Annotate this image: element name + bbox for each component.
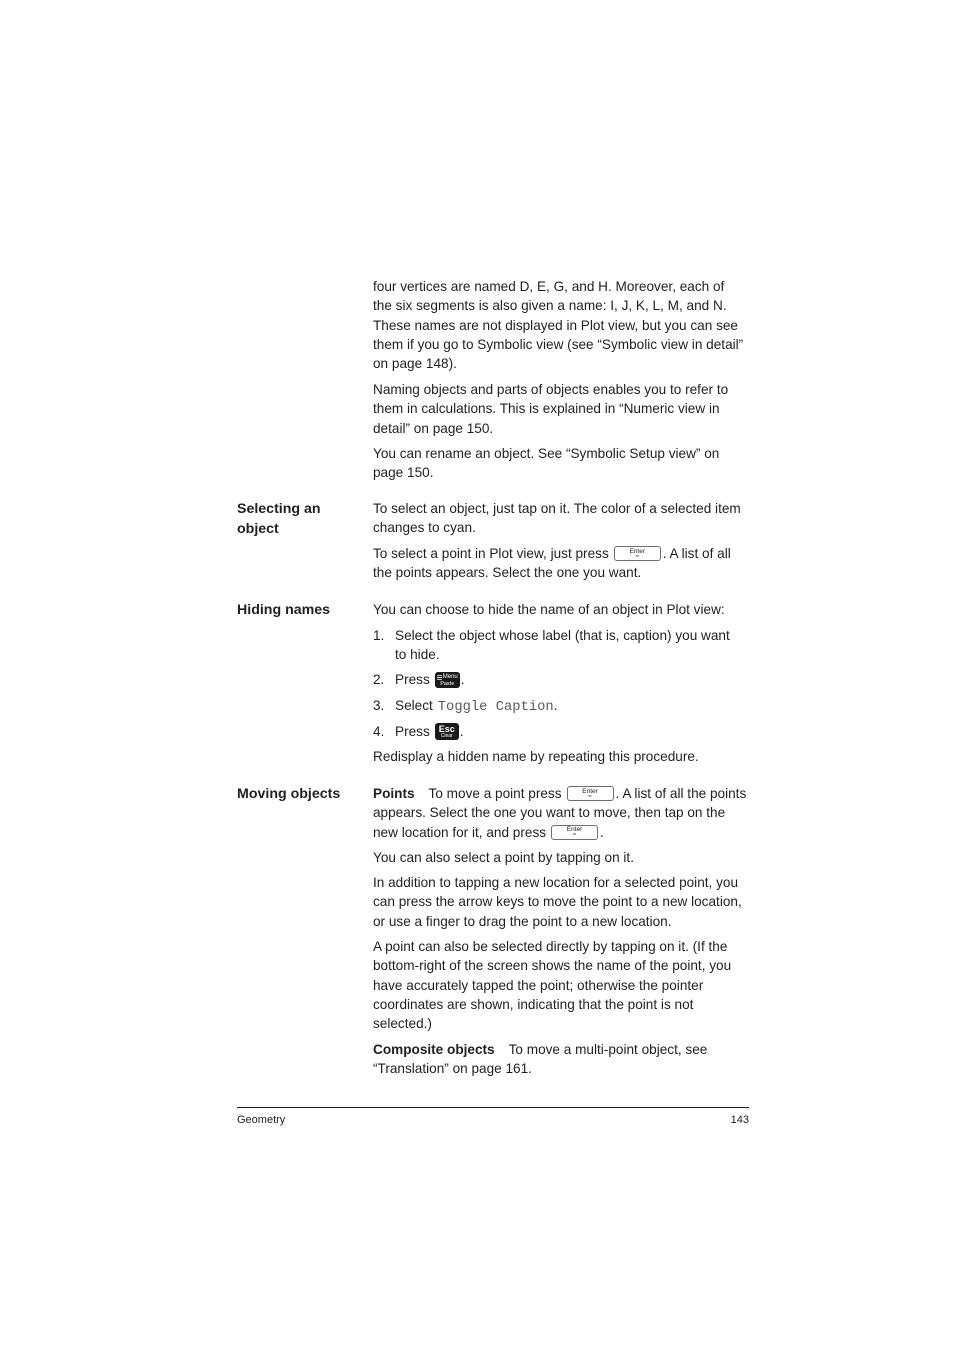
menu-item-code: Toggle Caption	[437, 700, 554, 715]
text-line: to hide.	[395, 647, 440, 663]
step-number: 3.	[373, 698, 385, 713]
menu-lines-icon	[437, 675, 442, 680]
text-line	[373, 1040, 707, 1059]
points-paragraph	[373, 784, 746, 842]
selecting-paragraph-2	[373, 544, 731, 583]
text-segment: Press	[395, 724, 430, 739]
text-line: selected.)	[373, 1016, 432, 1032]
intro-paragraph-2	[373, 380, 728, 438]
text-line: the six segments is also given a name: I, J, K, L, M, and N.	[373, 298, 727, 314]
text-line	[373, 784, 746, 803]
text-line: have accurately tapped the point; otherwise the pointer	[373, 977, 704, 993]
text-line: You can choose to hide the name of an object in Plot view:	[373, 602, 725, 617]
hiding-outro	[373, 747, 699, 766]
text-segment: . A list of all	[662, 546, 731, 561]
text-segment: To select a point in Plot view, just press	[373, 546, 609, 561]
hiding-intro	[373, 600, 725, 619]
text-segment: . A list of all the points	[615, 786, 747, 801]
intro-paragraph-1	[373, 277, 743, 373]
text-segment: Select	[395, 698, 433, 713]
menu-key-label: Menu	[442, 673, 458, 680]
step-text	[395, 670, 465, 689]
esc-key-label: Esc	[438, 724, 455, 734]
menu-key-shift-label: Paste	[440, 680, 455, 687]
text-line: changes to cyan.	[373, 520, 476, 536]
enter-key-label: Enter	[566, 826, 583, 834]
text-line: In addition to tapping a new location for a selected point, you	[373, 875, 739, 890]
heading-line: Selecting an	[237, 501, 321, 517]
text-line: can press the arrow keys to move the point to a new location,	[373, 894, 742, 910]
text-line: them if you go to Symbolic view (see “Symbolic view in detail”	[373, 336, 744, 352]
text-segment: .	[459, 724, 464, 739]
text-line: coordinates are shown, indicating that the point is not	[373, 996, 694, 1012]
text-line: page 150.	[373, 465, 434, 481]
footer-section-title: Geometry	[237, 1114, 286, 1126]
run-in-heading-composite-objects: Composite objects	[373, 1042, 495, 1057]
enter-key-label: Enter	[582, 787, 598, 795]
menu-key	[435, 672, 460, 688]
text-line: bottom-right of the screen shows the name of the point, you	[373, 958, 732, 974]
enter-key-label: Enter	[629, 547, 646, 555]
enter-key	[567, 786, 614, 801]
text-line: them in calculations. This is explained in “Numeric view in	[373, 401, 720, 417]
enter-key	[614, 546, 661, 561]
text-segment: .	[553, 698, 558, 713]
moving-paragraph-2	[373, 848, 634, 867]
run-in-heading-points: Points	[373, 786, 415, 801]
text-line	[373, 544, 731, 563]
text-line: on page 148).	[373, 356, 457, 372]
text-line: “Translation” on page 161.	[373, 1061, 532, 1077]
heading-hiding-names	[237, 600, 330, 620]
heading-moving-objects	[237, 784, 340, 804]
enter-key-shift-label: ≈	[572, 832, 577, 839]
text-line: appears. Select the one you want to move, then tap on the	[373, 805, 726, 821]
step-text	[395, 696, 557, 717]
step-number: 2.	[373, 672, 385, 687]
text-line: Naming objects and parts of objects enables you to refer to	[373, 382, 729, 397]
enter-key	[551, 825, 598, 840]
text-segment: Press	[395, 672, 430, 687]
heading-line: object	[237, 521, 279, 537]
moving-paragraph-3	[373, 873, 742, 931]
intro-paragraph-3	[373, 444, 719, 483]
text-segment: .	[460, 672, 465, 687]
text-line: four vertices are named D, E, G, and H. Moreover, each of	[373, 279, 725, 294]
text-line: detail” on page 150.	[373, 420, 494, 436]
text-segment: To move a multi-point object, see	[508, 1042, 708, 1057]
esc-key-shift-label: Clear	[440, 733, 453, 739]
selecting-paragraph-1	[373, 499, 741, 538]
footer-page-number: 143	[730, 1114, 749, 1126]
composite-paragraph	[373, 1040, 707, 1079]
text-line: or use a finger to drag the point to a new location.	[373, 913, 672, 929]
text-line: You can also select a point by tapping on it.	[373, 850, 634, 865]
step-number: 1.	[373, 628, 385, 643]
step-text	[395, 722, 464, 741]
step-text	[395, 626, 730, 665]
esc-key	[435, 723, 459, 740]
text-line: These names are not displayed in Plot view, but you can see	[373, 317, 738, 333]
text-segment: new location for it, and press	[373, 824, 547, 840]
text-line: To select an object, just tap on it. The color of a selected item	[373, 501, 741, 516]
enter-key-shift-label: ≈	[588, 793, 592, 800]
enter-key-shift-label: ≈	[635, 553, 639, 560]
text-line	[373, 823, 746, 842]
heading-line: Hiding names	[237, 602, 331, 618]
text-line: You can rename an object. See “Symbolic Setup view” on	[373, 446, 720, 461]
footer-rule	[237, 1107, 749, 1108]
menu-key-label-row	[435, 674, 460, 681]
text-line: the points appears. Select the one you want.	[373, 565, 642, 581]
heading-line: Moving objects	[237, 786, 341, 802]
moving-paragraph-4	[373, 937, 731, 1033]
text-line: A point can also be selected directly by tapping on it. (If the	[373, 939, 728, 954]
heading-selecting-an-object	[237, 499, 321, 539]
step-number: 4.	[373, 724, 385, 739]
text-segment: To move a point press	[428, 786, 562, 801]
text-line: Select the object whose label (that is, caption) you want	[395, 628, 730, 643]
text-segment: .	[600, 824, 604, 840]
text-line: Redisplay a hidden name by repeating this procedure.	[373, 749, 699, 764]
